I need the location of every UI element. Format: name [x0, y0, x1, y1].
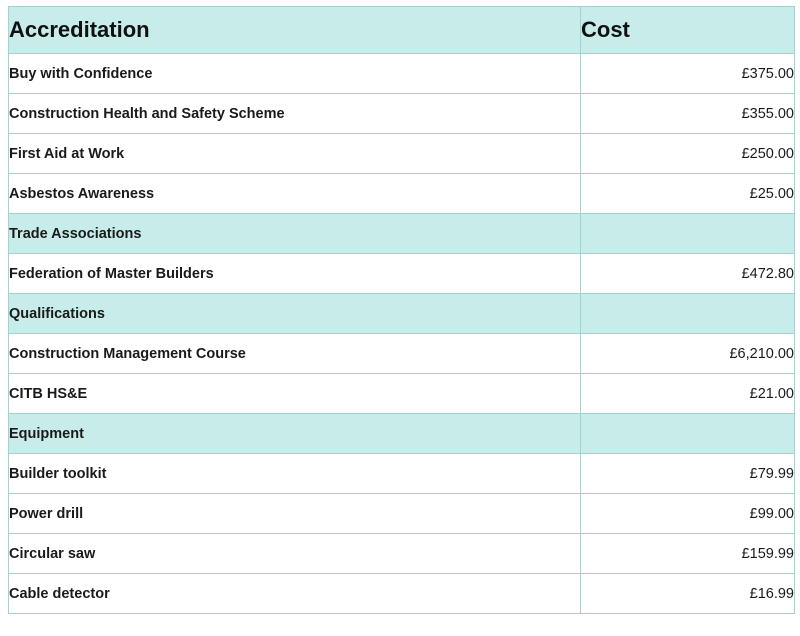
table-section-row — [9, 214, 795, 254]
table-row — [9, 534, 795, 574]
accreditation-cost-table — [8, 6, 795, 614]
accreditation-name: Construction Management Course — [9, 334, 581, 374]
table-header — [9, 7, 795, 54]
cost-value: £6,210.00 — [581, 334, 795, 374]
accreditation-name: Construction Health and Safety Scheme — [9, 94, 581, 134]
table-row — [9, 334, 795, 374]
cost-value: £472.80 — [581, 254, 795, 294]
accreditation-name: Cable detector — [9, 574, 581, 614]
cost-value: £159.99 — [581, 534, 795, 574]
cost-value: £250.00 — [581, 134, 795, 174]
table-body — [9, 54, 795, 614]
table-row — [9, 374, 795, 414]
table-section-row — [9, 414, 795, 454]
accreditation-name: Federation of Master Builders — [9, 254, 581, 294]
table-row — [9, 174, 795, 214]
section-label: Trade Associations — [9, 214, 581, 254]
cost-value: £25.00 — [581, 174, 795, 214]
cost-value — [581, 214, 795, 254]
accreditation-name: Power drill — [9, 494, 581, 534]
cost-value: £21.00 — [581, 374, 795, 414]
table-row — [9, 54, 795, 94]
cost-table-container — [8, 6, 794, 614]
table-section-row — [9, 294, 795, 334]
table-row — [9, 134, 795, 174]
accreditation-name: Asbestos Awareness — [9, 174, 581, 214]
table-row — [9, 94, 795, 134]
column-header-accreditation: Accreditation — [9, 7, 581, 54]
cost-value — [581, 294, 795, 334]
table-row — [9, 254, 795, 294]
cost-value: £79.99 — [581, 454, 795, 494]
accreditation-name: Buy with Confidence — [9, 54, 581, 94]
accreditation-name: First Aid at Work — [9, 134, 581, 174]
table-header-row — [9, 7, 795, 54]
cost-value: £375.00 — [581, 54, 795, 94]
accreditation-name: CITB HS&E — [9, 374, 581, 414]
table-row — [9, 574, 795, 614]
accreditation-name: Builder toolkit — [9, 454, 581, 494]
cost-value: £99.00 — [581, 494, 795, 534]
cost-value: £355.00 — [581, 94, 795, 134]
column-header-cost: Cost — [581, 7, 795, 54]
section-label: Qualifications — [9, 294, 581, 334]
cost-value: £16.99 — [581, 574, 795, 614]
table-row — [9, 454, 795, 494]
accreditation-name: Circular saw — [9, 534, 581, 574]
section-label: Equipment — [9, 414, 581, 454]
table-row — [9, 494, 795, 534]
cost-value — [581, 414, 795, 454]
